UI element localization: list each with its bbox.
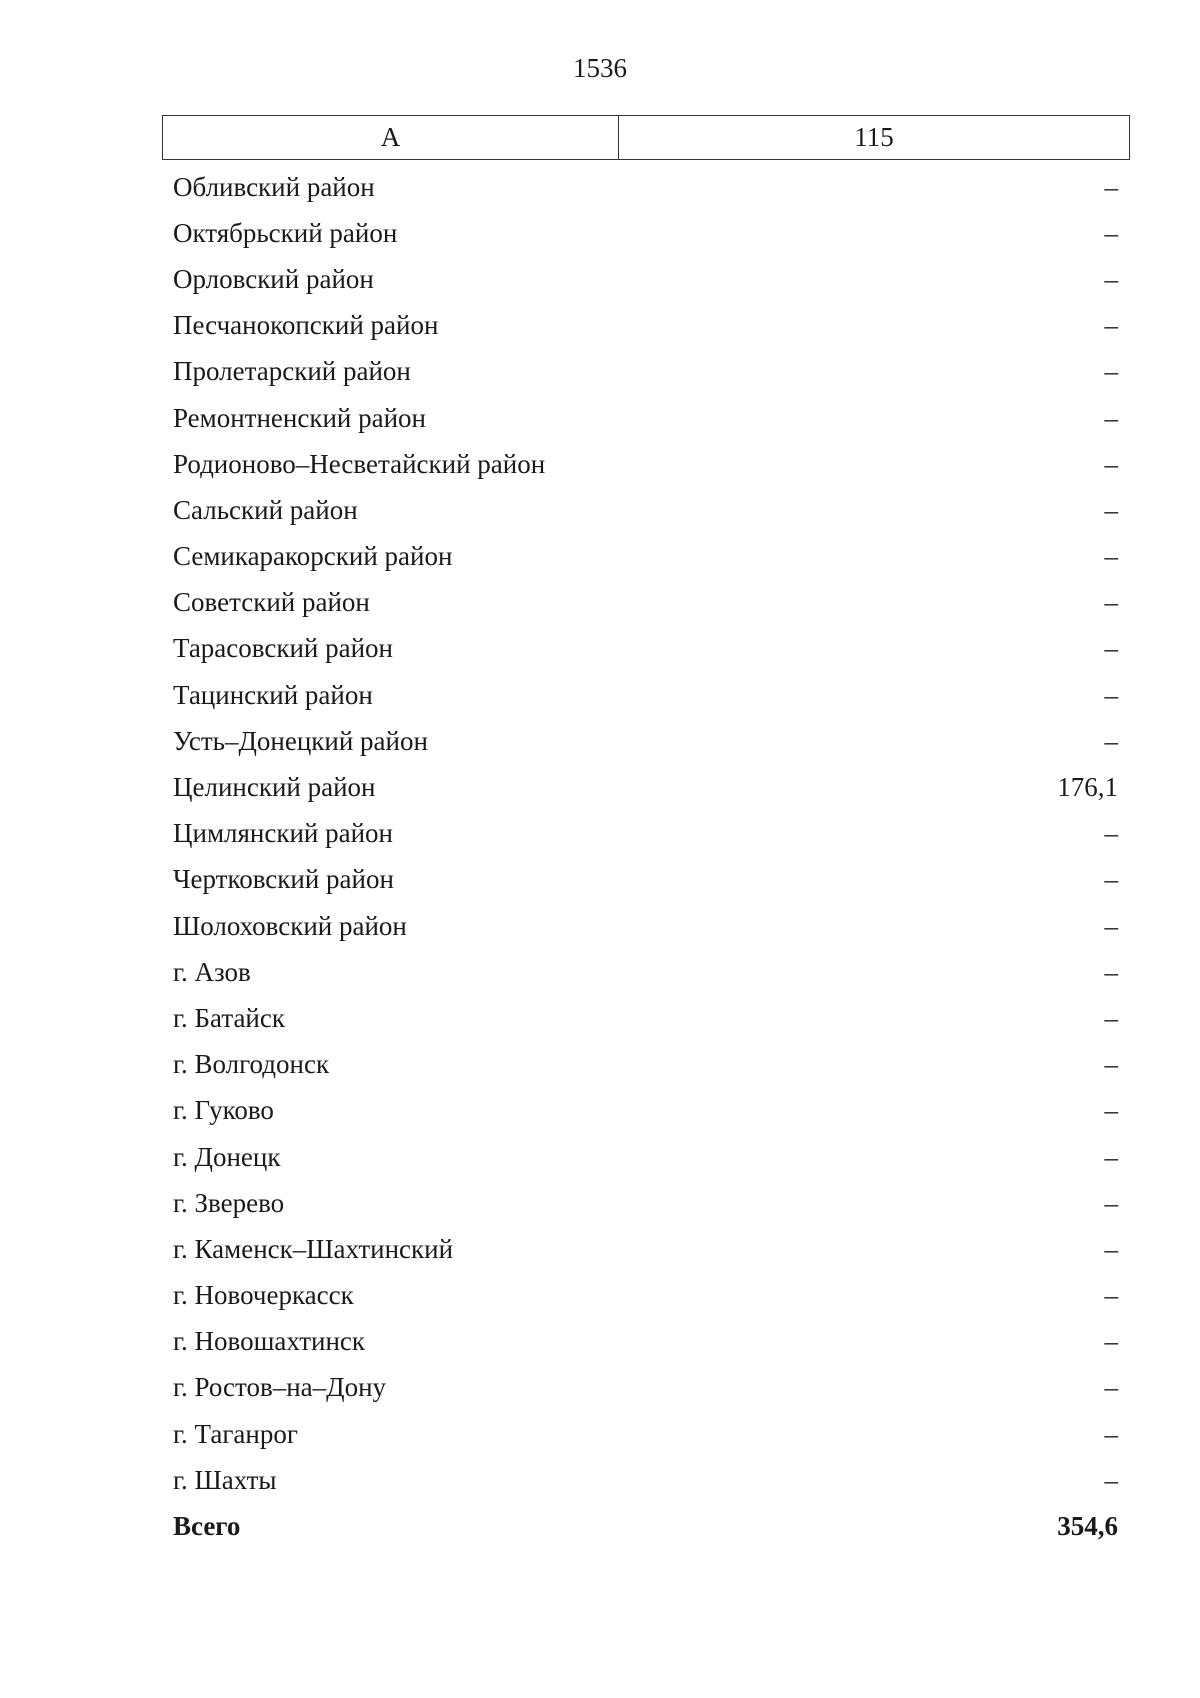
table-row [162, 164, 1130, 210]
total-label: Всего [173, 1511, 241, 1542]
row-label: г. Донецк [173, 1141, 281, 1172]
table-row [162, 441, 1130, 487]
row-label: Шолоховский район [173, 910, 407, 941]
row-value: – [1104, 1326, 1118, 1357]
row-label: Цимлянский район [173, 818, 394, 849]
row-label: Чертковский район [173, 864, 394, 895]
table-row [162, 1088, 1130, 1134]
table-row [162, 811, 1130, 857]
total-value: 354,6 [1057, 1511, 1118, 1542]
table-row [162, 395, 1130, 441]
table-row [162, 1457, 1130, 1503]
row-label: Тарасовский район [173, 633, 393, 664]
row-value: – [1104, 1141, 1118, 1172]
row-value: – [1104, 1049, 1118, 1080]
row-value: – [1104, 679, 1118, 710]
row-value: – [1104, 910, 1118, 941]
row-value: – [1104, 725, 1118, 756]
table-row [162, 857, 1130, 903]
total-row [162, 1503, 1130, 1549]
row-label: г. Новочеркасск [173, 1280, 354, 1311]
table-row [162, 303, 1130, 349]
table-row [162, 995, 1130, 1041]
row-value: – [1104, 310, 1118, 341]
row-value: – [1104, 263, 1118, 294]
row-value: – [1104, 541, 1118, 572]
row-value: – [1104, 356, 1118, 387]
table-row [162, 1411, 1130, 1457]
table-row [162, 764, 1130, 810]
header-cell-b: 115 [854, 122, 894, 152]
row-label: г. Новошахтинск [173, 1326, 365, 1357]
table-row [162, 672, 1130, 718]
row-value: – [1104, 818, 1118, 849]
row-label: г. Азов [173, 956, 251, 987]
table-row [162, 1273, 1130, 1319]
table-row [162, 1365, 1130, 1411]
row-value: – [1104, 1233, 1118, 1264]
table-row [162, 210, 1130, 256]
row-value: – [1104, 1002, 1118, 1033]
row-label: Тацинский район [173, 679, 373, 710]
row-label: г. Гуково [173, 1095, 274, 1126]
row-label: Целинский район [173, 772, 376, 803]
table-body [162, 164, 1130, 1550]
row-value: – [1104, 587, 1118, 618]
row-label: г. Таганрог [173, 1418, 298, 1449]
row-value: 176,1 [1057, 772, 1118, 803]
table-row [162, 626, 1130, 672]
page-number: 1536 [573, 53, 627, 83]
table-row [162, 1319, 1130, 1365]
table-row [162, 534, 1130, 580]
row-label: Ремонтненский район [173, 402, 426, 433]
row-value: – [1104, 633, 1118, 664]
table-header [162, 115, 1130, 160]
row-value: – [1104, 956, 1118, 987]
row-value: – [1104, 1418, 1118, 1449]
row-label: г. Батайск [173, 1002, 285, 1033]
row-label: Семикаракорский район [173, 541, 453, 572]
row-value: – [1104, 448, 1118, 479]
row-label: г. Волгодонск [173, 1049, 330, 1080]
table-row [162, 1180, 1130, 1226]
row-value: – [1104, 494, 1118, 525]
row-label: Родионово–Несветайский район [173, 448, 546, 479]
row-label: Песчанокопский район [173, 310, 439, 341]
row-value: – [1104, 402, 1118, 433]
table-row [162, 580, 1130, 626]
row-value: – [1104, 1464, 1118, 1495]
row-label: Октябрьский район [173, 217, 398, 248]
table-row [162, 1226, 1130, 1272]
row-label: Сальский район [173, 494, 358, 525]
table-row [162, 1042, 1130, 1088]
table-row [162, 1134, 1130, 1180]
row-label: Советский район [173, 587, 370, 618]
row-value: – [1104, 171, 1118, 202]
table-row [162, 903, 1130, 949]
row-value: – [1104, 1095, 1118, 1126]
row-label: Обливский район [173, 171, 375, 202]
row-label: Орловский район [173, 263, 374, 294]
row-label: г. Шахты [173, 1464, 277, 1495]
table-row [162, 256, 1130, 302]
row-value: – [1104, 217, 1118, 248]
row-value: – [1104, 1187, 1118, 1218]
row-label: Усть–Донецкий район [173, 725, 428, 756]
row-label: Пролетарский район [173, 356, 411, 387]
row-value: – [1104, 1280, 1118, 1311]
row-label: г. Ростов–на–Дону [173, 1372, 387, 1403]
row-value: – [1104, 1372, 1118, 1403]
row-label: г. Каменск–Шахтинский [173, 1233, 454, 1264]
header-cell-a: А [163, 116, 619, 159]
table-row [162, 718, 1130, 764]
row-value: – [1104, 864, 1118, 895]
row-label: г. Зверево [173, 1187, 285, 1218]
table-row [162, 949, 1130, 995]
table-row [162, 349, 1130, 395]
table-row [162, 487, 1130, 533]
